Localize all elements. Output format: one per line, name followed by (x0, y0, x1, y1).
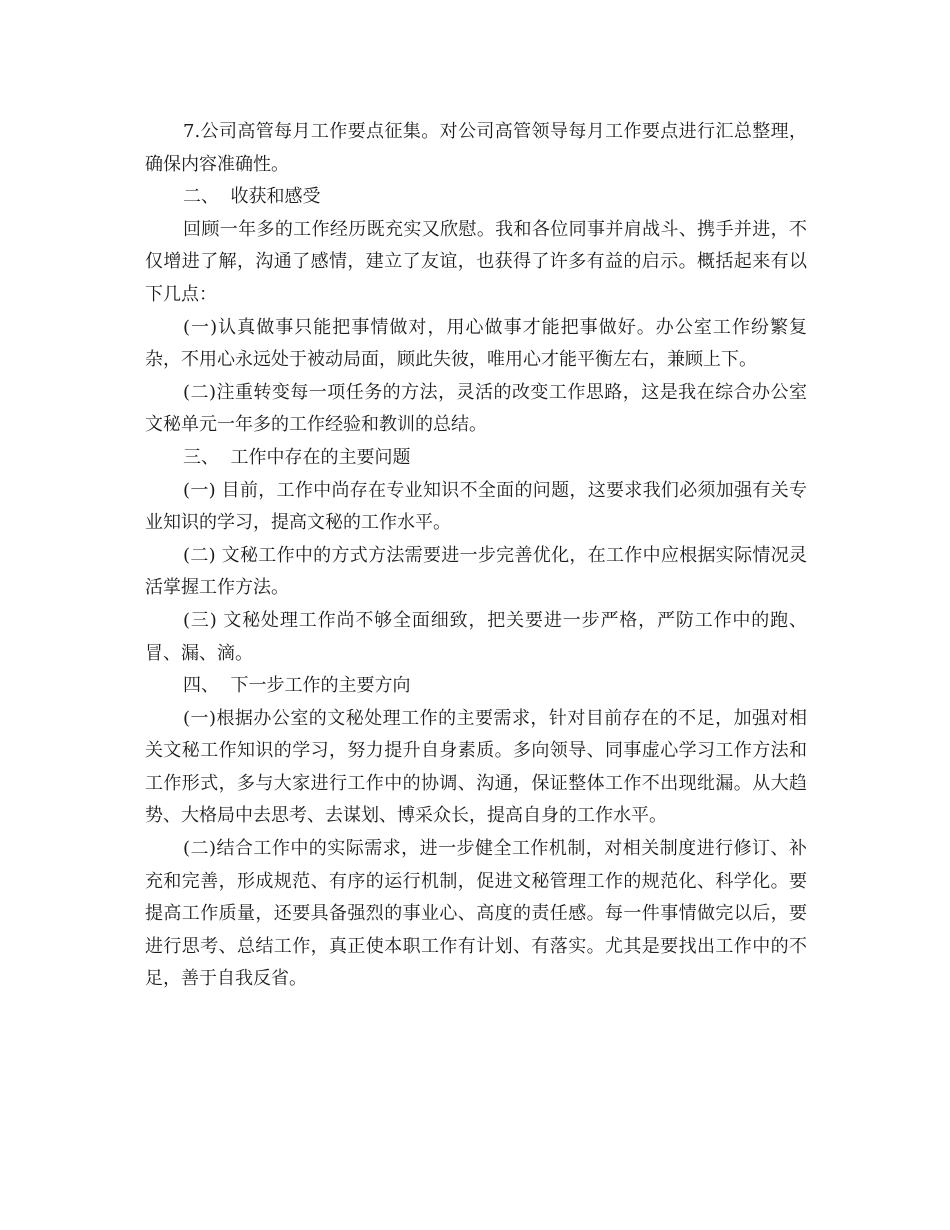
paragraph-next-2: (二)结合工作中的实际需求，进一步健全工作机制，对相关制度进行修订、补充和完善，形成规范、有序的运行机制，促进文秘管理工作的规范化、科学化。要提高工作质量，还要具备强烈的事业心、高度的责任感。每一件事情做完以后，要进行思考、总结工作，真正使本职工作有计划、有落实。尤其是要找出工作中的不足，善于自我反省。 (145, 838, 807, 990)
section-heading-harvest: 二、 收获和感受 (183, 186, 321, 208)
paragraph-problem-1: (一) 目前，工作中尚存在专业知识不全面的问题，这要求我们必须加强有关专业知识的学习，提高文秘的工作水平。 (145, 479, 807, 534)
section-heading-next-steps: 四、 下一步工作的主要方向 (183, 675, 411, 697)
paragraph-review: 回顾一年多的工作经历既充实又欣慰。我和各位同事并肩战斗、携手并进，不仅增进了解，沟通了感情，建立了友谊，也获得了许多有益的启示。概括起来有以下几点： (145, 218, 807, 305)
paragraph-item-7: 7.公司高管每月工作要点征集。对公司高管领导每月工作要点进行汇总整理，确保内容准确性。 (145, 121, 807, 175)
paragraph-point-1: (一)认真做事只能把事情做对，用心做事才能把事做好。办公室工作纷繁复杂，不用心永远处于被动局面，顾此失彼，唯用心才能平衡左右，兼顾上下。 (145, 316, 807, 371)
paragraph-next-1: (一)根据办公室的文秘处理工作的主要需求，针对目前存在的不足，加强对相关文秘工作知识的学习，努力提升自身素质。多向领导、同事虚心学习工作方法和工作形式，多与大家进行工作中的协调、沟通，保证整体工作不出现纰漏。从大趋势、大格局中去思考、去谋划、博采众长，提高自身的工作水平。 (145, 707, 807, 827)
paragraph-problem-3: (三) 文秘处理工作尚不够全面细致，把关要进一步严格，严防工作中的跑、冒、漏、滴。 (145, 609, 807, 664)
paragraph-point-2: (二)注重转变每一项任务的方法，灵活的改变工作思路，这是我在综合办公室文秘单元一年多的工作经验和教训的总结。 (145, 381, 807, 436)
section-heading-problems: 三、 工作中存在的主要问题 (183, 446, 411, 468)
document-body (145, 116, 807, 996)
paragraph-problem-2: (二) 文秘工作中的方式方法需要进一步完善优化，在工作中应根据实际情况灵活掌握工作方法。 (145, 544, 807, 599)
